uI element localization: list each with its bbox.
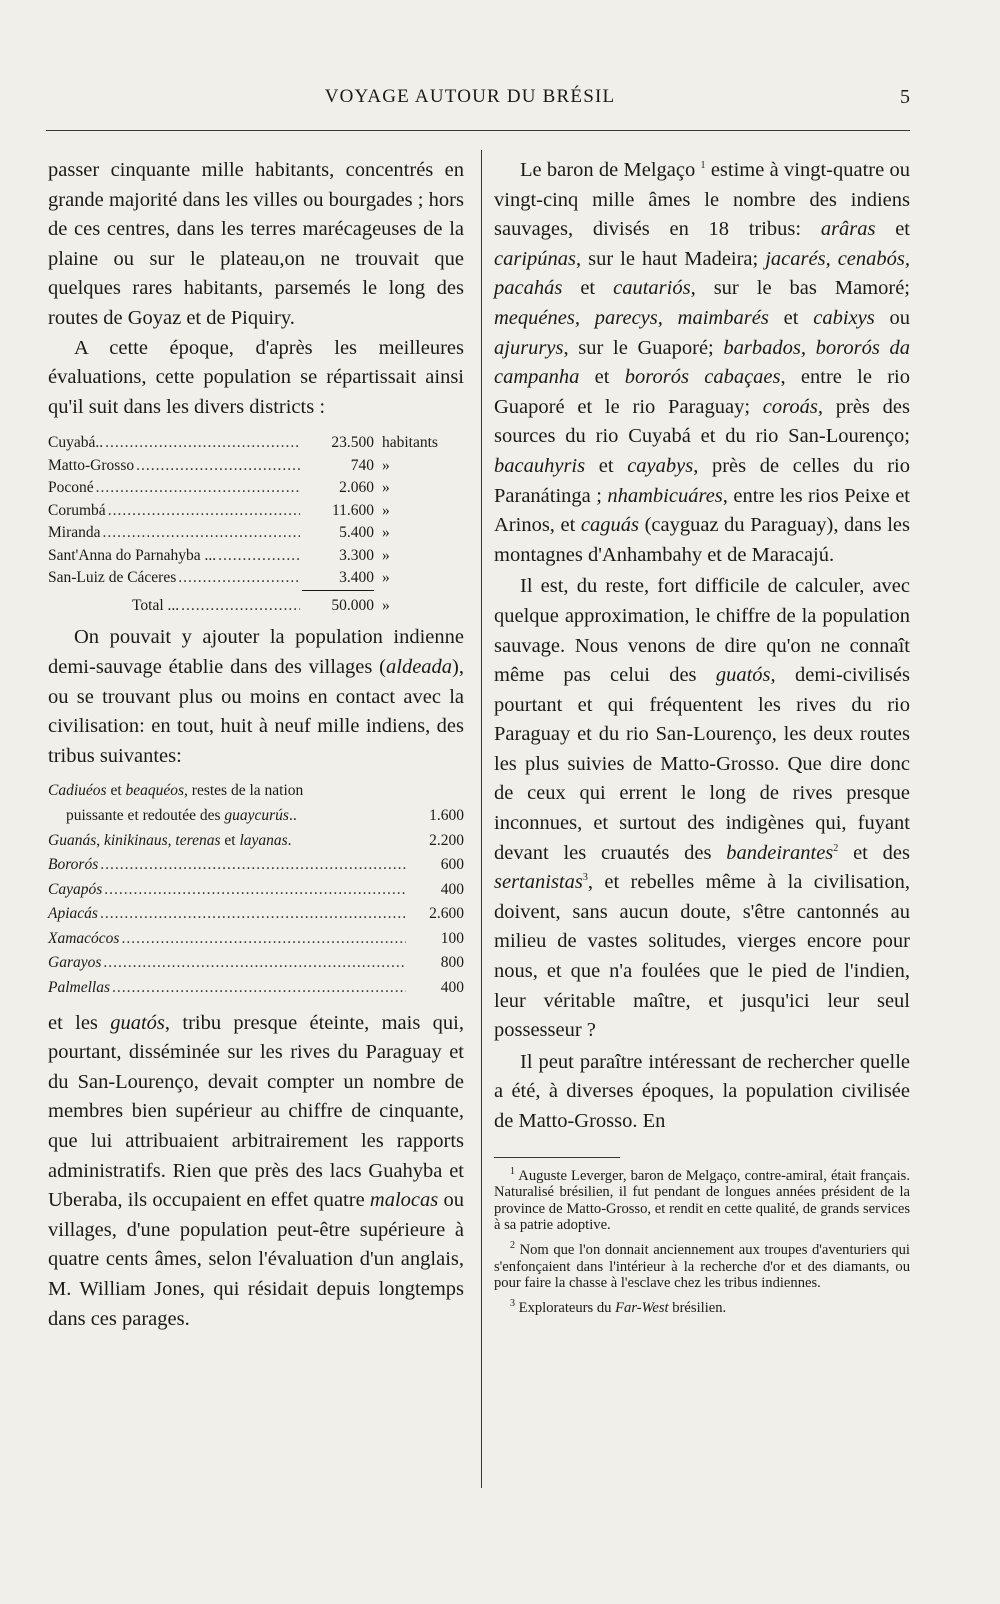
- leader-dots: [104, 878, 406, 903]
- district-value: 3.400: [302, 567, 374, 591]
- paragraph-text: (cayguaz du Paraguay), dans les montagnes d'Anhambahy et de Maracajú.: [494, 514, 910, 566]
- tribe-row: [48, 976, 464, 1001]
- tribe-name: guaycurús: [224, 806, 289, 824]
- emphasis: mequénes, parecys, maimbarés: [494, 306, 769, 329]
- emphasis: Far-West: [615, 1299, 669, 1316]
- emphasis: caguás: [580, 514, 639, 537]
- district-name: Miranda: [48, 524, 101, 542]
- paragraph-text: et: [585, 454, 628, 477]
- emphasis: aldeada: [386, 655, 453, 678]
- left-paragraph-2: A cette époque, d'après les meilleures évaluations, cette population se répartissait ainsi qu'il suit dans les divers districts :: [48, 336, 464, 418]
- district-name: Poconé: [48, 479, 94, 497]
- tribe-name: Apiacás: [48, 905, 98, 923]
- leader-dots: [112, 976, 406, 1001]
- paragraph-text: et les: [48, 1011, 111, 1034]
- tribe-name: Cayapós: [48, 880, 103, 898]
- tribe-row: [48, 951, 464, 976]
- paragraph-text: Il est, du reste, fort difficile de calculer, avec quelque approximation, le chiffre de la population sauvage. Nous venons de dire qu'on ne connaît même pas celui des: [494, 575, 910, 687]
- left-paragraph-3: [48, 623, 464, 771]
- tribe-note: puissante et redoutée des: [66, 806, 225, 824]
- population-row: [48, 500, 464, 523]
- leader-dots: [100, 853, 406, 878]
- district-name: Sant'Anna do Parnahyba ...: [48, 546, 217, 564]
- column-divider: [481, 150, 482, 1488]
- district-value: 740: [350, 456, 374, 474]
- emphasis: sertanistas: [494, 871, 583, 894]
- tribe-note: restes de la nation: [187, 782, 304, 800]
- district-value: 11.600: [331, 501, 374, 519]
- left-column: [48, 156, 464, 1334]
- right-paragraph-2: [494, 572, 910, 1046]
- leader-dots: [181, 595, 300, 618]
- paragraph-text: , sur le bas Mamoré;: [690, 277, 911, 300]
- district-unit: »: [382, 456, 390, 474]
- district-value: 5.400: [339, 524, 374, 542]
- district-value: 2.060: [339, 479, 374, 497]
- page-number: 5: [900, 86, 910, 108]
- district-unit: habitants: [382, 434, 438, 452]
- paragraph-text: , demi-civilisés pourtant et qui fréquentent les rives du rio Paraguay et du rio San-Lourenço, les deux routes les plus suivies de Matto-Grosso. Que dire donc de ceux qui errent le long de rives presque inconnues, et surtout des indigènes qui, fuyant devant les cruautés des: [494, 664, 910, 864]
- population-total-row: [48, 595, 464, 618]
- district-unit: »: [382, 501, 390, 519]
- footnote-text: Auguste Leverger, baron de Melgaço, contre-amiral, était français. Naturalisé brésilien, il fut pendant de longues années président de la province de Matto-Grosso, et rendit en cette qualité, de grands services à sa patrie adoptive.: [494, 1167, 910, 1234]
- footnote-ref: 3: [582, 872, 588, 884]
- emphasis: arâras: [820, 218, 876, 241]
- emphasis: caripúnas: [494, 247, 576, 270]
- emphasis: cabixys: [813, 306, 875, 329]
- tribe-entry-guanas: [48, 829, 464, 854]
- tribe-value: 400: [440, 979, 464, 997]
- footnote-ref: 2: [833, 842, 839, 854]
- footnote-2: [494, 1242, 910, 1292]
- leader-dots: [136, 455, 300, 478]
- tribe-conj: et: [106, 782, 126, 800]
- population-row: [48, 567, 464, 591]
- footnote-rule: [494, 1157, 620, 1158]
- leader-dots: [108, 500, 300, 523]
- footnote-text: brésilien.: [668, 1299, 727, 1316]
- tribe-value: 400: [440, 880, 464, 898]
- paragraph-text: , entre le rio Guaporé et le rio Paraguay;: [494, 366, 910, 418]
- district-unit: »: [382, 569, 390, 587]
- header-rule: [46, 130, 910, 131]
- district-name: Matto-Grosso: [48, 456, 135, 474]
- tribe-name: Xamacócos: [48, 929, 120, 947]
- paragraph-text: et: [768, 306, 814, 329]
- tribe-row: [48, 927, 464, 952]
- tribe-name: Garayos: [48, 954, 102, 972]
- district-name: San-Luiz de Cáceres: [48, 569, 177, 587]
- emphasis: ajururys: [494, 336, 564, 359]
- district-value: 3.300: [339, 546, 374, 564]
- total-unit: »: [382, 596, 390, 614]
- total-label: Total ...: [132, 596, 180, 614]
- leader-dots: [96, 477, 300, 500]
- paragraph-text: et: [579, 366, 625, 389]
- emphasis: malocas: [369, 1189, 439, 1212]
- running-title: VOYAGE AUTOUR DU BRÉSIL: [324, 86, 616, 107]
- tribe-name: Palmellas: [48, 979, 110, 997]
- footnote-text: Nom que l'on donnait anciennement aux troupes d'aventuriers qui s'enfonçaient dans l'intérieur à la recherche d'or et des diamants, ou pour faire la chasse à l'esclave chez les tribus indiennes.: [494, 1241, 910, 1292]
- tribe-name: layanas: [239, 831, 288, 849]
- emphasis: cayabys: [627, 454, 694, 477]
- running-head: [0, 86, 1000, 116]
- tribe-name: Guanás, kinikinaus, terenas: [48, 831, 221, 849]
- total-value: 50.000: [331, 596, 374, 614]
- tribe-note: ..: [288, 806, 297, 824]
- emphasis: bandeirantes: [726, 841, 834, 864]
- leader-dots: [103, 522, 300, 545]
- district-name: Cuyabá..: [48, 434, 104, 452]
- tribe-row: [48, 878, 464, 903]
- district-unit: »: [382, 479, 390, 497]
- paragraph-text: ), ou se trouvant plus ou moins en contact avec la civilisation: en tout, huit à neuf mille indiens, des tribus suivantes:: [48, 655, 464, 767]
- leader-dots: [218, 545, 300, 568]
- paragraph-text: , entre les rios Peixe et Arinos, et: [494, 484, 910, 537]
- district-unit: »: [382, 546, 390, 564]
- tribe-row: [48, 902, 464, 927]
- tribes-table: [48, 779, 464, 1000]
- emphasis: jacarés, cenabós, pacahás: [494, 247, 911, 300]
- leader-dots: [178, 567, 300, 590]
- paragraph-text: , tribu presque éteinte, mais qui, pourtant, disséminée sur les rives du Paraguay et du San-Lourenço, devait compter un nombre de membres bien supérieur au chiffre de cinquante, que lui attribuaient arbitrairement les rapports administratifs. Rien que près des lacs Guahyba et Uberaba, ils occupaient en effet quatre: [48, 1011, 464, 1212]
- tribe-conj: et: [220, 831, 240, 849]
- tribe-entry-cadiueos: [48, 779, 464, 828]
- leader-dots: [105, 432, 300, 455]
- paragraph-text: On pouvait y ajouter la population indienne demi-sauvage établie dans des villages (: [48, 626, 464, 678]
- right-column: [494, 156, 910, 1316]
- paragraph-text: estime à vingt-quatre ou vingt-cinq mille âmes le nombre des indiens sauvages, divisés en 18 tribus:: [494, 159, 910, 241]
- population-row: [48, 432, 464, 455]
- leader-dots: [121, 927, 406, 952]
- paragraph-text: et des: [838, 841, 910, 864]
- tribe-name: beaquéos,: [125, 782, 188, 800]
- tribe-note: .: [287, 831, 292, 849]
- emphasis: barbados, bororós da campanha: [494, 336, 910, 389]
- population-row: [48, 545, 464, 568]
- district-name: Corumbá: [48, 501, 106, 519]
- population-row: [48, 522, 464, 545]
- footnote-ref: 1: [700, 160, 706, 172]
- tribe-name: Bororós: [48, 856, 99, 874]
- tribe-value: 800: [440, 954, 464, 972]
- right-paragraph-1: [494, 156, 910, 570]
- left-paragraph-1: passer cinquante mille habitants, concentrés en grande majorité dans les villes ou bourgades ; hors de ces centres, dans les terres marécageuses de la plaine ou sur le plateau,on ne trouvait que quelques rares habitants, parsemés le long des routes de Goyaz et de Piquiry.: [48, 159, 464, 329]
- tribe-row: [48, 853, 464, 878]
- leader-dots: [103, 951, 406, 976]
- tribe-value: 2.200: [429, 831, 464, 849]
- emphasis: bacauhyris: [494, 454, 586, 477]
- tribe-value: 2.600: [429, 905, 464, 923]
- footnote-3: [494, 1297, 910, 1317]
- district-value: 23.500: [331, 434, 374, 452]
- paragraph-text: et: [562, 277, 614, 300]
- paragraph-text: et: [875, 218, 910, 241]
- footnote-text: Explorateurs du: [518, 1299, 616, 1316]
- emphasis: nhambicuáres: [607, 484, 723, 507]
- emphasis: guatós: [715, 664, 771, 687]
- leader-dots: [100, 902, 406, 927]
- emphasis: coroás: [762, 395, 818, 418]
- tribe-name: Cadiuéos: [48, 782, 107, 800]
- footnote-number: 2: [510, 1240, 515, 1252]
- paragraph-text: , sur le Guaporé;: [563, 336, 724, 359]
- paragraph-text: , et rebelles même à la civilisation, doivent, sans aucun doute, s'être cantonnés au milieu de vastes solitudes, vierges encore pour nous, et que n'a foulées que le pied de l'indien, leur véritable maître, et jusqu'ici leur seul possesseur ?: [494, 871, 910, 1042]
- tribe-value: 1.600: [429, 806, 464, 824]
- population-row: [48, 477, 464, 500]
- emphasis: bororós cabaçaes: [624, 366, 781, 389]
- footnote-1: [494, 1165, 910, 1234]
- district-unit: »: [382, 524, 390, 542]
- population-table: [48, 432, 464, 617]
- paragraph-text: Le baron de Melgaço: [520, 159, 701, 181]
- emphasis: guatós: [110, 1011, 165, 1034]
- tribe-value: 100: [440, 929, 464, 947]
- paragraph-text: ou villages, d'une population peut-être supérieure à quatre cents âmes, selon l'évaluation d'un anglais, M. William Jones, qui résidait depuis longtemps dans ces parages.: [48, 1189, 464, 1330]
- paragraph-text: ou: [874, 306, 911, 329]
- population-row: [48, 455, 464, 478]
- footnote-number: 1: [510, 1165, 515, 1177]
- paragraph-text: , près de celles du rio Paranátinga ;: [494, 454, 910, 507]
- left-paragraph-4: [48, 1009, 464, 1335]
- paragraph-text: , sur le haut Madeira;: [576, 247, 766, 270]
- tribe-value: 600: [440, 856, 464, 874]
- right-paragraph-3: Il peut paraître intéressant de rechercher quelle a été, à diverses époques, la population civilisée de Matto-Grosso. En: [494, 1050, 910, 1132]
- paragraph-text: , près des sources du rio Cuyabá et du rio San-Lourenço;: [494, 395, 910, 448]
- emphasis: cautariós: [613, 277, 691, 300]
- footnote-number: 3: [510, 1297, 515, 1309]
